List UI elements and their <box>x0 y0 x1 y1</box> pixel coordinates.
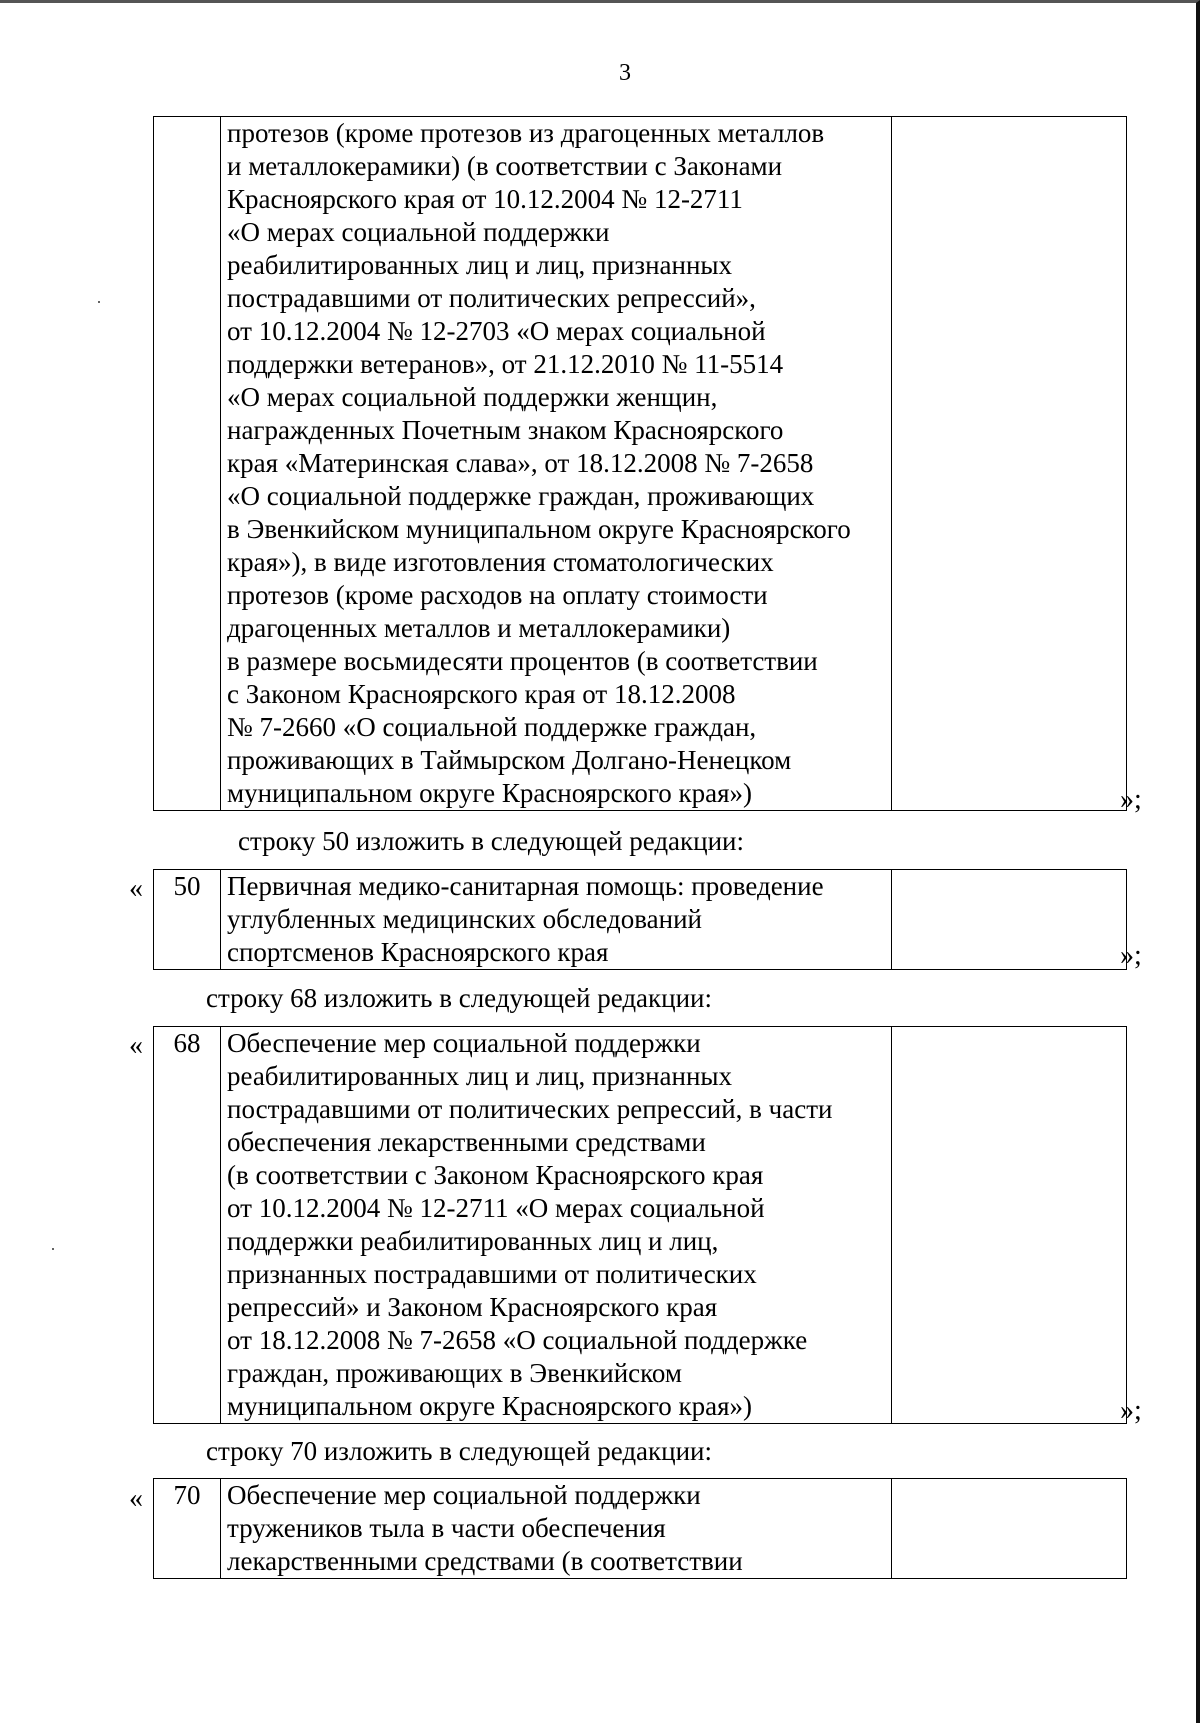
opening-quote: « <box>129 1030 143 1061</box>
scan-speck <box>52 1248 54 1250</box>
instruction-row-68: строку 68 изложить в следующей редакции: <box>206 983 713 1013</box>
row-value-cell <box>892 1479 1127 1579</box>
row-number-cell <box>154 117 221 811</box>
table-row <box>154 1479 1127 1579</box>
row-description-cell: Обеспечение мер социальной поддержки реабилитированных лиц и лиц, признанных пострадавшими от политических репрессий, в части обеспечения лекарственными средствами (в соответствии с Законом Красноярского края от 10.12.2004 № 12-2711 «О мерах социальной поддержки реабилитированных лиц и лиц, признанных пострадавшими от политических репрессий» и Законом Красноярского края от 18.12.2008 № 7-2658 «О социальной поддержке граждан, проживающих в Эвенкийском муниципальном округе Красноярского края») <box>221 1027 892 1424</box>
closing-quote: »; <box>1120 1395 1142 1426</box>
table-row <box>154 117 1127 811</box>
row-value-cell <box>892 870 1127 970</box>
page-number: 3 <box>619 60 631 86</box>
row-number-cell: 70 <box>154 1479 221 1579</box>
row-description-cell: протезов (кроме протезов из драгоценных металлов и металлокерамики) (в соответствии с Законами Красноярского края от 10.12.2004 № 12-2711 «О мерах социальной поддержки реабилитированных лиц и лиц, признанных пострадавшими от политических репрессий», от 10.12.2004 № 12-2703 «О мерах социальной поддержки ветеранов», от 21.12.2010 № 11-5514 «О мерах социальной поддержки женщин, награжденных Почетным знаком Красноярского края «Материнская слава», от 18.12.2008 № 7-2658 «О социальной поддержке граждан, проживающих в Эвенкийском муниципальном округе Красноярского края»), в виде изготовления стоматологических протезов (кроме расходов на оплату стоимости драгоценных металлов и металлокерамики) в размере восьмидесяти процентов (в соответствии с Законом Красноярского края от 18.12.2008 № 7-2660 «О социальной поддержке граждан, проживающих в Таймырском Долгано-Ненецком муниципальном округе Красноярского края») <box>221 117 892 811</box>
table-continuation <box>153 116 1127 811</box>
table-row-68 <box>153 1026 1127 1424</box>
row-value-cell <box>892 117 1127 811</box>
row-description-cell: Обеспечение мер социальной поддержки тружеников тыла в части обеспечения лекарственными средствами (в соответствии <box>221 1479 892 1579</box>
closing-quote: »; <box>1120 940 1142 971</box>
opening-quote: « <box>129 1483 143 1514</box>
table-row-70 <box>153 1478 1127 1579</box>
instruction-row-70: строку 70 изложить в следующей редакции: <box>206 1436 713 1466</box>
scan-speck <box>98 301 100 303</box>
closing-quote: »; <box>1120 784 1142 815</box>
table-row <box>154 1027 1127 1424</box>
row-number-cell: 68 <box>154 1027 221 1424</box>
row-number-cell: 50 <box>154 870 221 970</box>
row-description-cell: Первичная медико-санитарная помощь: проведение углубленных медицинских обследований спортсменов Красноярского края <box>221 870 892 970</box>
row-value-cell <box>892 1027 1127 1424</box>
table-row-50 <box>153 869 1127 970</box>
table-row <box>154 870 1127 970</box>
instruction-row-50: строку 50 изложить в следующей редакции: <box>238 826 745 856</box>
opening-quote: « <box>129 873 143 904</box>
